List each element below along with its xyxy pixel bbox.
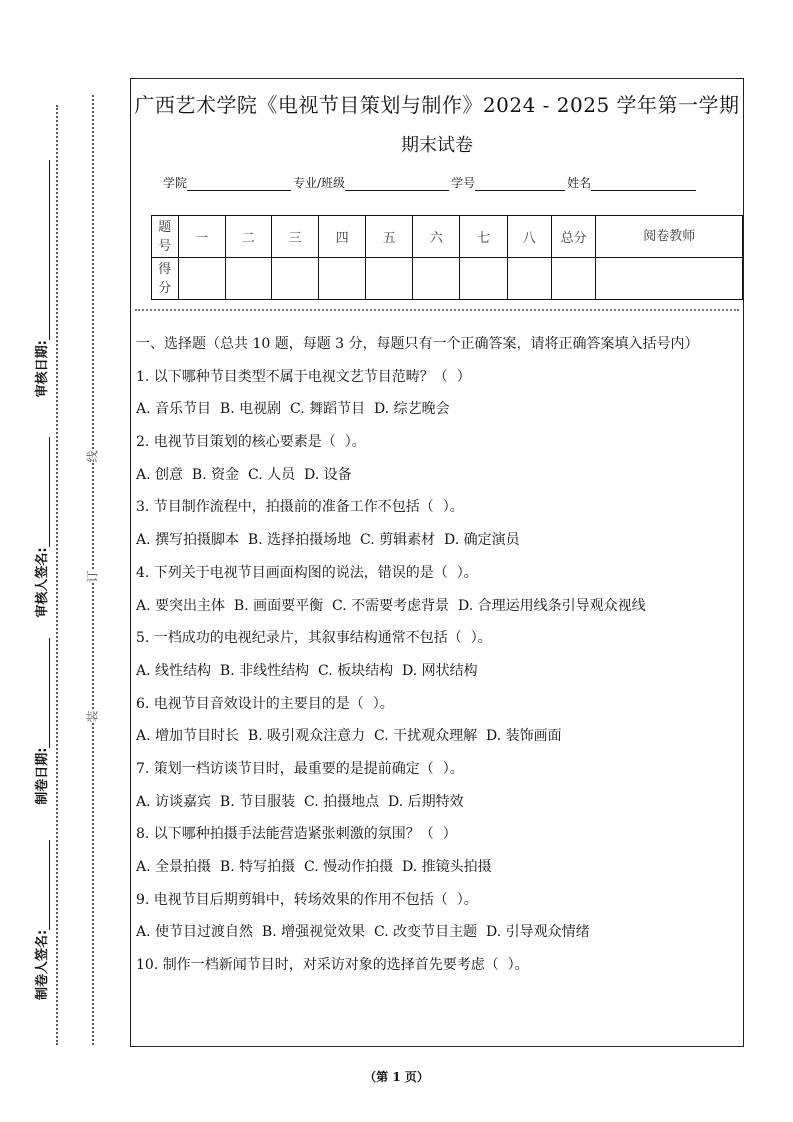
question-text: 3. 节目制作流程中，拍摄前的准备工作不包括（ ）。 xyxy=(136,499,464,516)
question-text: 7. 策划一档访谈节目时，最重要的是提前确定（ ）。 xyxy=(136,760,464,777)
question-text: 8. 以下哪种拍摄手法能营造紧张刺激的氛围？（ ） xyxy=(136,826,457,843)
score-cell[interactable] xyxy=(507,258,551,300)
review-date-field[interactable] xyxy=(35,160,50,340)
review-date-label: 审核日期: xyxy=(35,340,50,398)
question-text: 10. 制作一档新闻节目时，对采访对象的选择首先要考虑（ ）。 xyxy=(136,957,529,974)
section-multiple-choice xyxy=(136,333,737,987)
exam-frame xyxy=(130,78,744,1047)
header-cell: 五 xyxy=(366,216,413,258)
header-cell: 八 xyxy=(507,216,551,258)
score-table-header-row xyxy=(152,216,743,258)
score-cell[interactable] xyxy=(271,258,318,300)
header-cell: 一 xyxy=(178,216,225,258)
header-cell: 七 xyxy=(460,216,507,258)
maker-date-field[interactable] xyxy=(35,638,50,748)
question-options: A. 全景拍摄 B. 特写拍摄 C. 慢动作拍摄 D. 推镜头拍摄 xyxy=(136,859,492,875)
student-id-field[interactable] xyxy=(475,177,565,191)
signature-margin xyxy=(30,120,50,1000)
name-field[interactable] xyxy=(591,177,696,191)
header-cell: 阅卷教师 xyxy=(596,216,743,258)
section-heading: 一、选择题（总共 10 题，每题 3 分，每题只有一个正确答案，请将正确答案填入括号内） xyxy=(136,336,699,352)
question-options: A. 使节目过渡自然 B. 增强视觉效果 C. 改变节目主题 D. 引导观众情绪 xyxy=(136,924,590,941)
header-cell: 六 xyxy=(413,216,460,258)
maker-date-label: 制卷日期: xyxy=(35,747,50,805)
score-label-cell: 得分 xyxy=(152,258,179,300)
score-cell[interactable] xyxy=(596,258,743,300)
review-sign-field[interactable] xyxy=(35,437,50,547)
review-sign-label: 审核人签名: xyxy=(35,547,50,618)
question-options: A. 线性结构 B. 非线性结构 C. 板块结构 D. 网状结构 xyxy=(136,662,478,679)
bind-label-xian: 线 xyxy=(85,450,100,463)
bind-label-ding: 订 xyxy=(85,570,100,583)
header-cell: 题号 xyxy=(152,216,179,258)
score-table xyxy=(151,215,743,300)
major-class-label: 专业/班级 xyxy=(293,176,346,190)
score-cell[interactable] xyxy=(551,258,595,300)
cut-line-outer xyxy=(56,105,58,1045)
score-cell[interactable] xyxy=(225,258,271,300)
header-cell: 四 xyxy=(319,216,366,258)
maker-sign-label: 制卷人签名: xyxy=(35,929,50,1000)
student-id-label: 学号 xyxy=(451,176,476,190)
question-options: A. 创意 B. 资金 C. 人员 D. 设备 xyxy=(136,466,352,483)
score-cell[interactable] xyxy=(178,258,225,300)
question-options: A. 要突出主体 B. 画面要平衡 C. 不需要考虑背景 D. 合理运用线条引导观众视线 xyxy=(136,597,646,614)
maker-sign-field[interactable] xyxy=(35,840,50,930)
header-cell: 总分 xyxy=(551,216,595,258)
question-options: A. 撰写拍摄脚本 B. 选择拍摄场地 C. 剪辑素材 D. 确定演员 xyxy=(136,532,520,549)
header-cell: 二 xyxy=(225,216,271,258)
header-cell: 三 xyxy=(271,216,318,258)
question-options: A. 增加节目时长 B. 吸引观众注意力 C. 干扰观众理解 D. 装饰画面 xyxy=(136,728,562,745)
question-options: A. 访谈嘉宾 B. 节目服装 C. 拍摄地点 D. 后期特效 xyxy=(136,793,464,810)
score-cell[interactable] xyxy=(319,258,366,300)
question-text: 1. 以下哪种节目类型不属于电视文艺节目范畴？（ ） xyxy=(136,368,471,385)
question-text: 5. 一档成功的电视纪录片，其叙事结构通常不包括（ ）。 xyxy=(136,630,492,647)
score-cell[interactable] xyxy=(366,258,413,300)
question-options: A. 音乐节目 B. 电视剧 C. 舞蹈节目 D. 综艺晚会 xyxy=(136,401,450,418)
college-label: 学院 xyxy=(163,176,188,190)
score-cell[interactable] xyxy=(460,258,507,300)
page-number: （第 1 页） xyxy=(364,1070,429,1084)
bind-label-zhuang: 装 xyxy=(85,710,100,723)
question-text: 9. 电视节目后期剪辑中，转场效果的作用不包括（ ）。 xyxy=(136,891,478,908)
question-text: 6. 电视节目音效设计的主要目的是（ ）。 xyxy=(136,695,394,712)
question-text: 2. 电视节目策划的核心要素是（ ）。 xyxy=(136,434,366,451)
name-label: 姓名 xyxy=(567,176,592,190)
question-text: 4. 下列关于电视节目画面构图的说法，错误的是（ ）。 xyxy=(136,564,478,581)
exam-subtitle: 期末试卷 xyxy=(401,135,473,156)
score-cell[interactable] xyxy=(413,258,460,300)
score-table-score-row xyxy=(152,258,743,300)
major-class-field[interactable] xyxy=(345,177,449,191)
divider xyxy=(135,309,739,311)
student-info xyxy=(163,174,698,191)
college-field[interactable] xyxy=(187,177,291,191)
exam-title: 广西艺术学院《电视节目策划与制作》2024 - 2025 学年第一学期 xyxy=(134,93,740,117)
